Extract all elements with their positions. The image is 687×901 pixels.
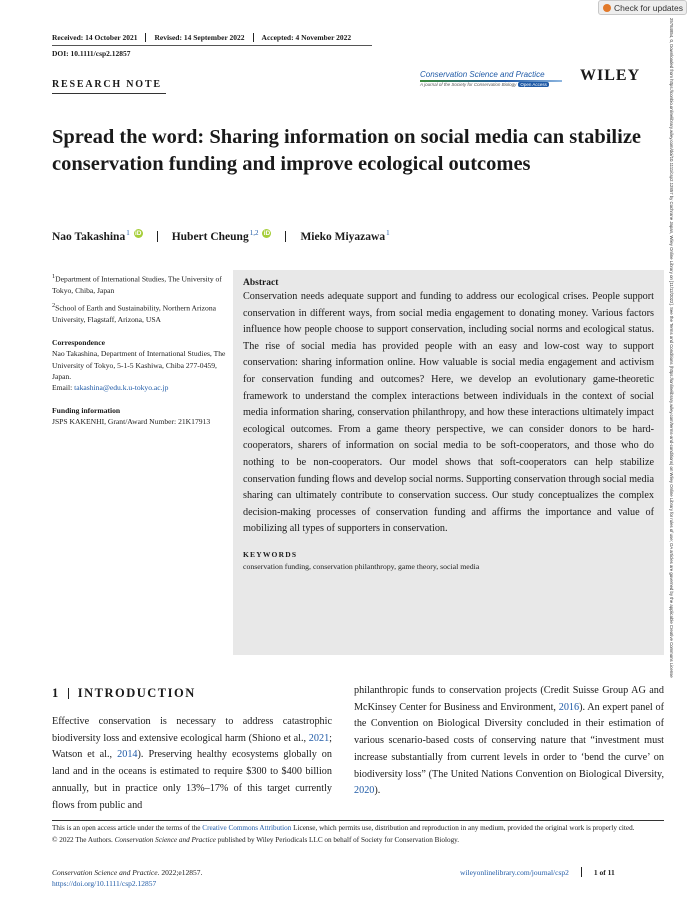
accepted-date: Accepted: 4 November 2022 <box>261 33 352 42</box>
keywords-heading: KEYWORDS <box>243 549 298 559</box>
license-footnote <box>52 823 667 845</box>
journal-site-link[interactable]: wileyonlinelibrary.com/journal/csp2 <box>460 867 569 877</box>
citation-line: Conservation Science and Practice. 2022;e12857. <box>52 868 203 877</box>
funding-heading: Funding information <box>52 405 121 415</box>
author-divider <box>157 231 158 242</box>
divider <box>68 688 69 699</box>
divider <box>253 33 254 42</box>
author-info-column <box>52 271 227 428</box>
affiliation-2: $^2$School of Earth and Sustainability, Northern Arizona University, Flagstaff, Arizona, USA <box>52 302 217 325</box>
email-line: Email: takashina@edu.k.u-tokyo.ac.jp <box>52 383 169 393</box>
author-list <box>52 229 390 243</box>
check-for-updates-label: Check for updates <box>614 2 683 13</box>
orcid-icon[interactable]: iD <box>263 230 271 237</box>
abstract-heading: Abstract <box>243 278 279 288</box>
side-download-notice <box>662 18 676 878</box>
doi-link[interactable]: https://doi.org/10.1111/csp2.12857 <box>52 879 157 888</box>
citation-link[interactable]: 2016 <box>558 701 580 713</box>
intro-paragraph-2: philanthropic funds to conservation projects (Credit Suisse Group AG and McKinsey Center for Business and Environment, 2016). An expert panel of the Convention on Biological Diversity concluded in their estimation of various scenario-based costs of conserving nature that “investment must increase substantially from current levels in order to ‘bend the curve’ on biodiversity loss” (The United Nations Convention on Biological Diversity, 2020). <box>354 685 664 797</box>
footnote-rule <box>52 820 664 821</box>
correspondence-text: Nao Takashina, Department of International Studies, The University of Tokyo, 5-1-5 Kashiwa, Chiba 277-0459, Japan. <box>52 349 226 381</box>
check-for-updates-button[interactable] <box>598 0 687 15</box>
author-divider <box>285 231 286 242</box>
paper-title: Spread the word: Sharing information on social media can stabilize conservation funding and improve ecological outcomes <box>52 126 642 175</box>
citation-link[interactable]: 2021 <box>308 732 330 744</box>
article-type-rule <box>52 93 166 94</box>
author-2[interactable]: Hubert Cheung$^{1,2}$ <box>171 229 259 243</box>
affiliation-1: $^1$Department of International Studies, The University of Tokyo, Chiba, Japan <box>52 273 222 295</box>
abstract-box <box>233 270 664 655</box>
side-download-text: 25784854, 0, Downloaded from https://conbio.onlinelibrary.wiley.com/doi/10.1111/csp2.12857 by Cochrane Japan, Wiley Online Library on [11/12/2022]. See the Terms and Conditions (https://onlinelibrary.wiley.com/terms-and-conditions) on Wiley Online Library for rules of use; OA articles are governed by the applicable Creative Commons License <box>669 18 674 678</box>
journal-logo[interactable] <box>420 70 565 87</box>
journal-name: Conservation Science and Practice <box>420 70 545 79</box>
orcid-icon[interactable]: iD <box>134 230 142 237</box>
citation-link[interactable]: 2020 <box>354 785 375 797</box>
citation-link[interactable]: 2014 <box>117 749 138 761</box>
section-heading-introduction <box>52 686 196 701</box>
article-type: RESEARCH NOTE <box>52 79 162 90</box>
keywords-text: conservation funding, conservation philanthropy, game theory, social media <box>243 561 480 571</box>
author-1[interactable]: Nao Takashina$^1$ <box>52 229 130 243</box>
received-date: Received: 14 October 2021 <box>52 33 138 42</box>
update-icon <box>603 4 611 12</box>
revised-date: Revised: 14 September 2022 <box>154 33 245 42</box>
footer-citation <box>52 867 202 889</box>
copyright-line: © 2022 The Authors. Conservation Science and Practice published by Wiley Periodicals LLC on behalf of Society for Conservation Biology. <box>52 836 460 845</box>
divider <box>581 867 582 877</box>
journal-subtitle: A journal of the Society for Conservation Biology Open Access <box>420 82 547 87</box>
doi-label: DOI: 10.1111/csp2.12857 <box>52 49 131 58</box>
divider <box>145 33 146 42</box>
section-title: INTRODUCTION <box>77 686 196 700</box>
license-link[interactable]: Creative Commons Attribution <box>202 824 292 832</box>
page-number: 1 of 11 <box>593 867 615 877</box>
correspondence-heading: Correspondence <box>52 337 106 347</box>
funding-text: JSPS KAKENHI, Grant/Award Number: 21K17913 <box>52 417 211 427</box>
footer-right <box>460 867 615 877</box>
open-access-badge: Open Access <box>520 82 547 87</box>
abstract-text: Conservation needs adequate support and funding to address our ecological crises. People support conservation in different ways, from social media engagement to donating money. Various factors influence how people choose to support conservation, including social norms and ecological status. The rise of social media has provided people with an easy and low-cost way to support conservation: sharing information online. How valuable is social media engagement and activism for conservation funding and outcomes? Here, we develop an evolutionary game-theoretic framework to understand the complex interactions between individuals in the context of social media information sharing, conservation philanthropy, and how these interactions ultimately impact ecological outcomes. From a game theory perspective, we can consider donors to be hard-cooperators, sharers of information on social media to be soft-cooperators, and those who do nothing to be non-cooperators. Our model shows that soft-cooperators can help stabilize conservation funding flows and develop social norms. Supporting conservation through social media sharing can ultimately contribute to conservation success. Our study conceptualizes the complex decision-making processes of conservation funding and affirms the importance and value of mobilizing all types of supporters in conservation. <box>243 291 654 535</box>
license-line: This is an open access article under the terms of the Creative Commons Attribution License, which permits use, distribution and reproduction in any medium, provided the original work is properly cited. <box>52 824 635 832</box>
author-3[interactable]: Mieko Miyazawa$^1$ <box>300 229 390 243</box>
history-dates <box>52 33 351 42</box>
header-rule <box>52 45 372 46</box>
section-number: 1 <box>52 686 60 700</box>
email-link[interactable]: takashina@edu.k.u-tokyo.ac.jp <box>74 383 169 393</box>
intro-paragraph-1: Effective conservation is necessary to address catastrophic biodiversity loss and extensive ecological harm (Shiono et al., 2021; Watson et al., 2014). Preserving healthy ecosystems globally on land and in the oceans is estimated to require $300 to $400 billion annually, but in practice only 13%–17% of this target currently flows from public and <box>52 716 332 811</box>
publisher-logo[interactable]: WILEY <box>580 67 641 84</box>
